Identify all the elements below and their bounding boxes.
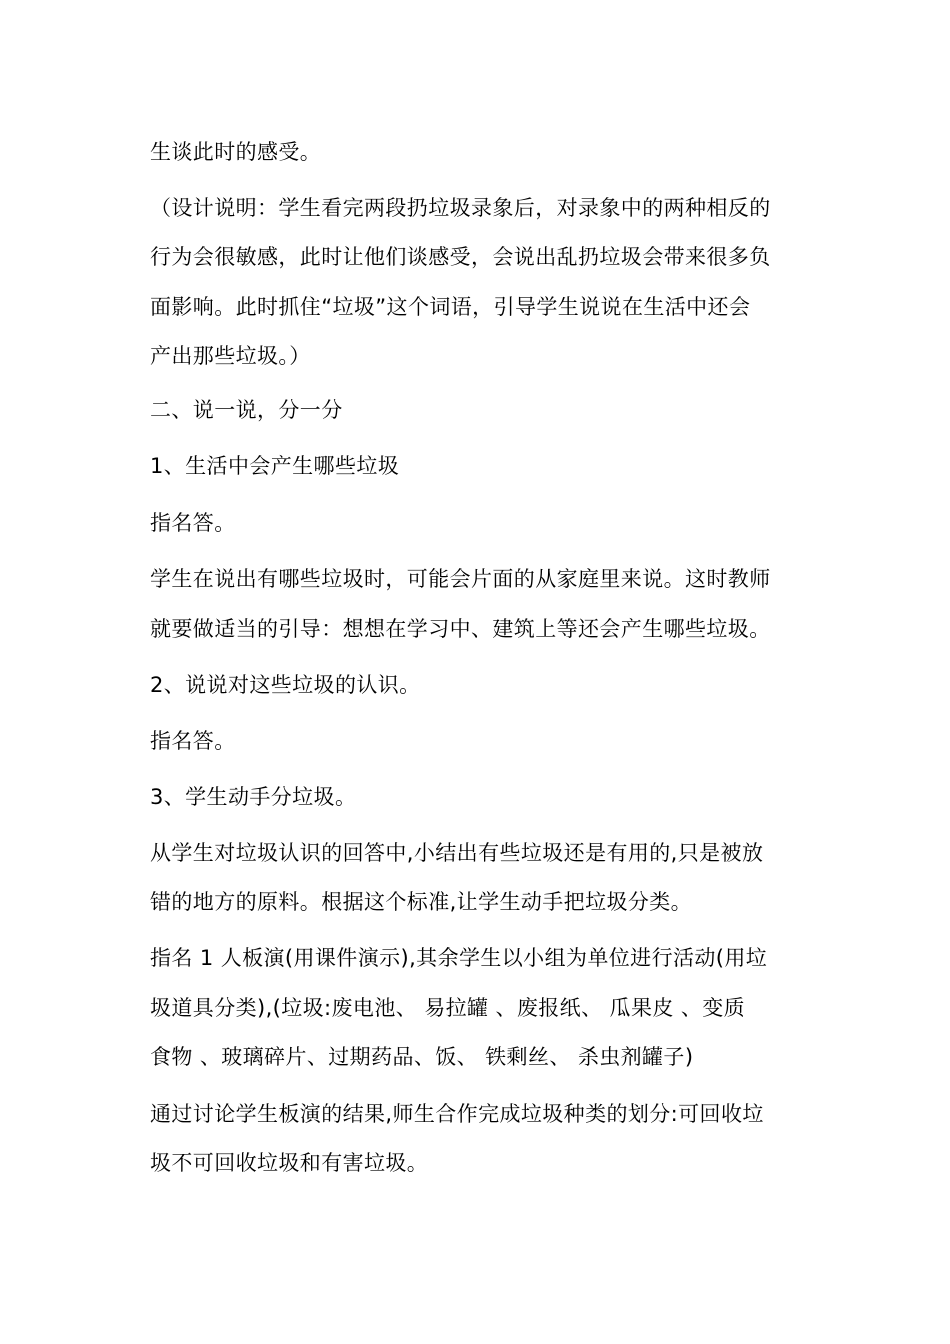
section-heading: 二、说一说，分一分 bbox=[150, 398, 343, 422]
text-line: （设计说明：学生看完两段扔垃圾录象后，对录象中的两种相反的 bbox=[150, 196, 771, 220]
text-line: 指名答。 bbox=[150, 729, 236, 753]
text-line: 学生在说出有哪些垃圾时，可能会片面的从家庭里来说。这时教师 bbox=[150, 567, 771, 591]
text-line: 指名 1 人板演(用课件演示),其余学生以小组为单位进行活动(用垃 bbox=[150, 946, 768, 970]
text-line: 行为会很敏感，此时让他们谈感受，会说出乱扔垃圾会带来很多负 bbox=[150, 245, 771, 269]
text-line: 食物 、玻璃碎片、过期药品、饭、 铁剩丝、 杀虫剂罐子) bbox=[150, 1045, 694, 1069]
text-line: 生谈此时的感受。 bbox=[150, 140, 322, 164]
text-line: 就要做适当的引导：想想在学习中、建筑上等还会产生哪些垃圾。 bbox=[150, 617, 771, 641]
text-line: 通过讨论学生板演的结果,师生合作完成垃圾种类的划分:可回收垃 bbox=[150, 1102, 764, 1126]
text-line: 圾道具分类),(垃圾:废电池、 易拉罐 、废报纸、 瓜果皮 、变质 bbox=[150, 996, 746, 1020]
text-line: 产出那些垃圾。） bbox=[150, 344, 311, 368]
text-line: 3、学生动手分垃圾。 bbox=[150, 785, 357, 809]
text-line: 面影响。此时抓住“垃圾”这个词语，引导学生说说在生活中还会 bbox=[150, 295, 751, 319]
text-line: 错的地方的原料。根据这个标准,让学生动手把垃圾分类。 bbox=[150, 890, 693, 914]
text-line: 圾不可回收垃圾和有害垃圾。 bbox=[150, 1151, 429, 1175]
text-line: 从学生对垃圾认识的回答中,小结出有些垃圾还是有用的,只是被放 bbox=[150, 841, 764, 865]
text-line: 2、说说对这些垃圾的认识。 bbox=[150, 673, 421, 697]
text-line: 指名答。 bbox=[150, 511, 236, 535]
text-line: 1、生活中会产生哪些垃圾 bbox=[150, 454, 400, 478]
